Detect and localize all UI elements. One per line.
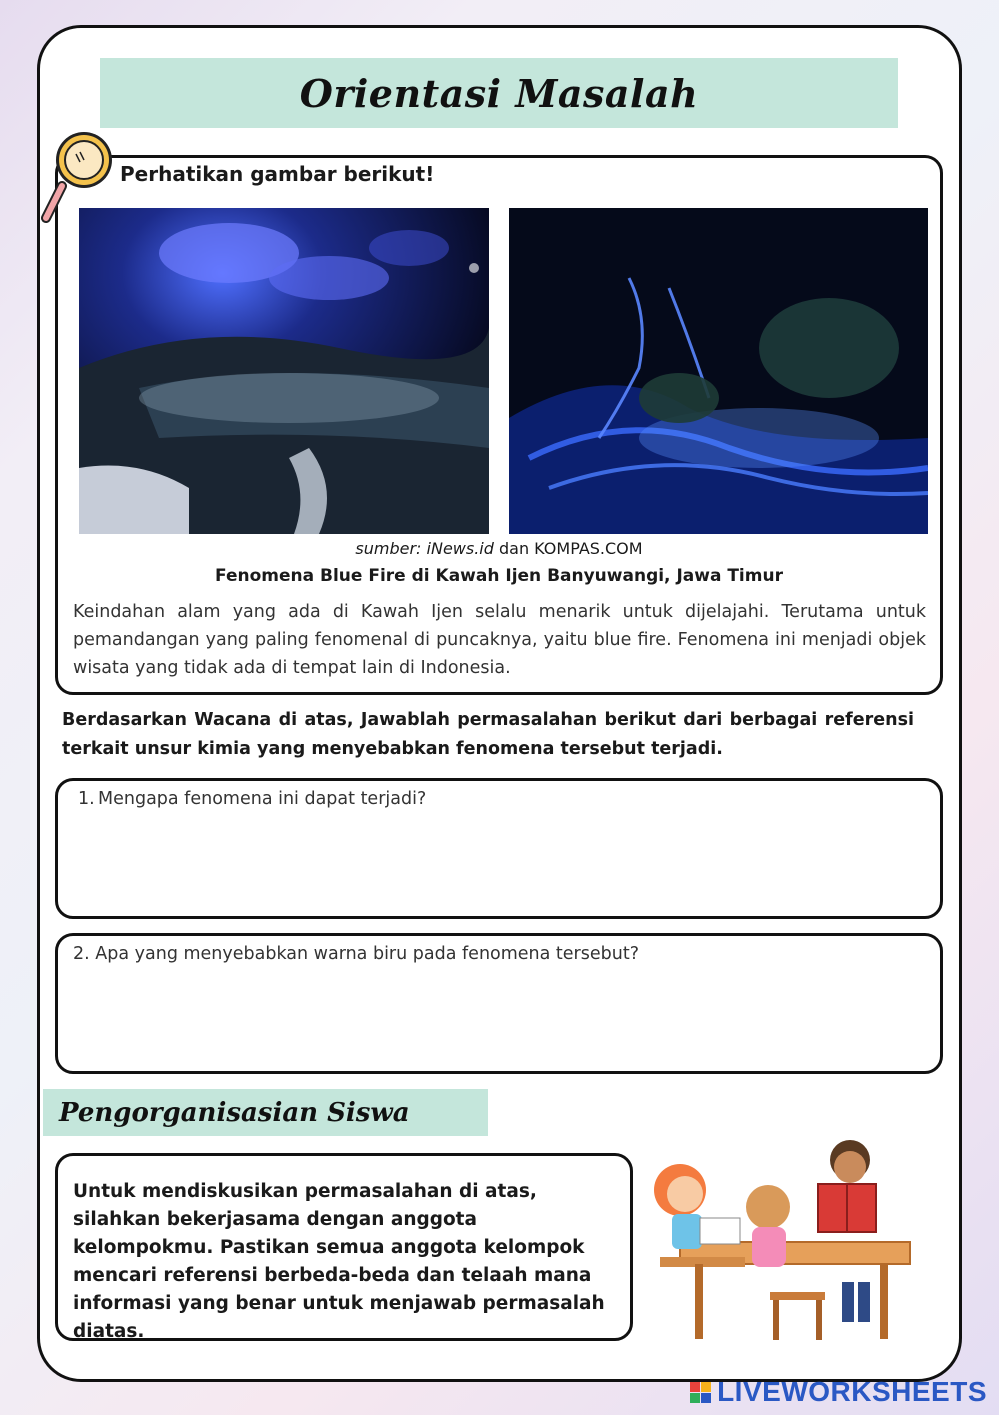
- blue-fire-crowd-photo: [79, 208, 489, 534]
- source-joiner: dan: [493, 539, 535, 558]
- organize-card: [55, 1153, 633, 1341]
- brand-logo-icon: [690, 1382, 711, 1403]
- observe-prompt: Perhatikan gambar berikut!: [120, 162, 435, 186]
- image-caption: Fenomena Blue Fire di Kawah Ijen Banyuwangi, Jawa Timur: [215, 566, 783, 586]
- page-title: Orientasi Masalah: [299, 70, 699, 116]
- blue-lava-photo: [509, 208, 928, 534]
- reading-paragraph: Keindahan alam yang ada di Kawah Ijen selalu menarik untuk dijelajahi. Terutama untuk pemandangan yang paling fenomenal di puncaknya, yaitu blue fire. Fenomena ini menjadi objek wisata yang tidak ada di tempat lain di Indonesia.: [73, 602, 926, 678]
- question-2: [73, 944, 639, 964]
- question-1-answer-box[interactable]: [55, 778, 943, 919]
- question-1: [78, 789, 426, 809]
- question-2-answer-box[interactable]: [55, 933, 943, 1074]
- source-plain: KOMPAS.COM: [534, 539, 643, 558]
- question-1-number: 1.: [78, 789, 95, 809]
- brand-footer: [690, 1376, 987, 1408]
- instruction-text: Berdasarkan Wacana di atas, Jawablah permasalahan berikut dari berbagai referensi terkait unsur kimia yang menyebabkan fenomena tersebut terjadi.: [62, 710, 914, 759]
- brand-name: LIVEWORKSHEETS: [717, 1376, 987, 1407]
- source-italic: sumber: iNews.id: [355, 539, 494, 558]
- question-2-number: 2.: [73, 944, 90, 964]
- title-banner: [100, 58, 898, 128]
- students-reading-illustration: [640, 1132, 920, 1342]
- question-1-text: Mengapa fenomena ini dapat terjadi?: [98, 789, 427, 809]
- question-2-text: Apa yang menyebabkan warna biru pada fenomena tersebut?: [95, 944, 639, 964]
- section-title: Pengorganisasian Siswa: [59, 1097, 410, 1128]
- image-source: [55, 539, 943, 558]
- section-banner: [43, 1089, 488, 1136]
- organize-text: Untuk mendiskusikan permasalahan di atas, silahkan bekerjasama dengan anggota kelompokmu. Pastikan semua anggota kelompok mencari referensi berbeda-beda dan telaah mana informasi yang benar untuk menjawab permasalah diatas.: [73, 1181, 605, 1342]
